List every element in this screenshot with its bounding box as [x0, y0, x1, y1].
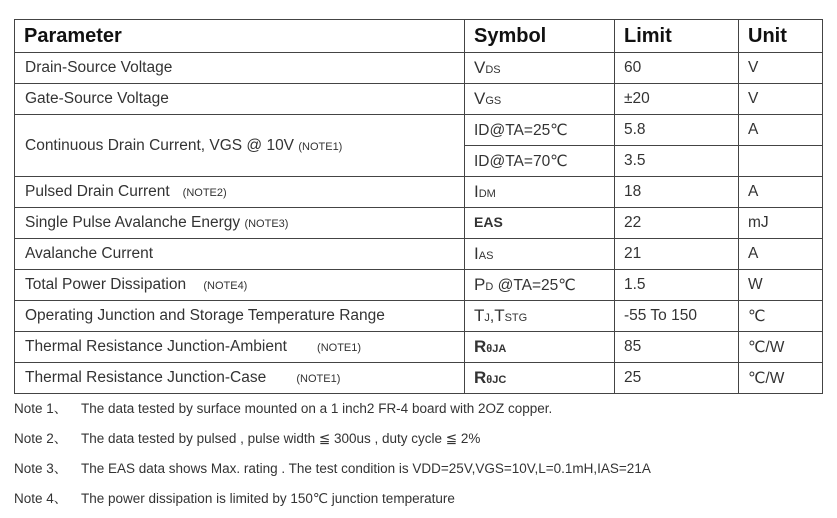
note-text: The EAS data shows Max. rating . The test condition is VDD=25V,VGS=10V,L=0.1mH,IAS=21A [81, 461, 651, 476]
limit-cell: ±20 [615, 84, 739, 115]
symbol-text-2: T [494, 306, 505, 325]
symbol-subscript: θJC [486, 374, 507, 386]
symbol-cell [465, 53, 615, 84]
table-row [15, 270, 823, 301]
parameter-cell [15, 239, 465, 270]
parameter-cell [15, 301, 465, 332]
limit-cell: 85 [615, 332, 739, 363]
symbol-cell [465, 301, 615, 332]
symbol-subscript: DM [478, 188, 496, 200]
unit-cell: V [739, 84, 823, 115]
table-row [15, 301, 823, 332]
note-4 [14, 488, 824, 518]
parameter-text: Total Power Dissipation [25, 276, 187, 293]
note-label: Note 3、 [14, 461, 68, 476]
limit-cell: -55 To 150 [615, 301, 739, 332]
parameter-text: Thermal Resistance Junction-Case [25, 369, 267, 386]
unit-cell [739, 146, 823, 177]
parameter-text: Drain-Source Voltage [25, 59, 173, 76]
note-label: Note 1、 [14, 401, 68, 416]
parameter-cell [15, 332, 465, 363]
parameter-note: (NOTE1) [296, 373, 341, 385]
table-row [15, 239, 823, 270]
absolute-ratings-table [14, 19, 823, 394]
unit-cell: mJ [739, 208, 823, 239]
limit-cell: 21 [615, 239, 739, 270]
header-limit: Limit [615, 20, 739, 53]
parameter-cell [15, 115, 465, 177]
symbol-text: V [474, 58, 486, 77]
limit-cell: 25 [615, 363, 739, 394]
table-row [15, 53, 823, 84]
limit-cell: 22 [615, 208, 739, 239]
parameter-text: Single Pulse Avalanche Energy [25, 214, 241, 231]
symbol-cell [465, 177, 615, 208]
parameter-cell [15, 53, 465, 84]
parameter-note: (NOTE3) [244, 218, 289, 230]
notes-section [14, 398, 824, 518]
note-2 [14, 428, 824, 458]
parameter-text: Continuous Drain Current, VGS @ 10V [25, 136, 295, 154]
table-row [15, 84, 823, 115]
parameter-cell [15, 363, 465, 394]
symbol-text: P [474, 275, 486, 294]
parameter-cell [15, 270, 465, 301]
symbol-subscript: AS [478, 250, 494, 262]
parameter-text: Avalanche Current [25, 245, 154, 262]
symbol-text: R [474, 337, 487, 356]
table-row [15, 332, 823, 363]
symbol-subscript: θJA [486, 343, 507, 355]
header-unit: Unit [739, 20, 823, 53]
symbol-cell: ID@TA=70℃ [465, 146, 615, 177]
limit-cell: 60 [615, 53, 739, 84]
note-text: The data tested by surface mounted on a 1 inch2 FR-4 board with 2OZ copper. [81, 401, 553, 416]
symbol-text: I [474, 244, 479, 263]
limit-cell: 5.8 [615, 115, 739, 146]
symbol-text: I [474, 182, 479, 201]
table-row [15, 115, 823, 146]
parameter-text: Thermal Resistance Junction-Ambient [25, 338, 287, 355]
symbol-cell: ID@TA=25℃ [465, 115, 615, 146]
symbol-cell [465, 270, 615, 301]
symbol-cell [465, 332, 615, 363]
symbol-cell [465, 363, 615, 394]
parameter-cell [15, 84, 465, 115]
note-3 [14, 458, 824, 488]
symbol-separator: , [489, 308, 495, 325]
parameter-text: Operating Junction and Storage Temperature Range [25, 307, 385, 324]
symbol-cell [465, 239, 615, 270]
unit-cell: W [739, 270, 823, 301]
parameter-note: (NOTE1) [298, 140, 343, 153]
symbol-subscript: J [484, 312, 490, 324]
symbol-cell [465, 208, 615, 239]
symbol-subscript: GS [485, 95, 502, 107]
table-row [15, 208, 823, 239]
parameter-text: Pulsed Drain Current [25, 183, 170, 200]
symbol-cell [465, 84, 615, 115]
symbol-condition: @TA=25℃ [493, 277, 576, 294]
note-text: The data tested by pulsed , pulse width ≦ 300us , duty cycle ≦ 2% [81, 431, 481, 446]
symbol-subscript: DS [485, 64, 501, 76]
unit-cell: A [739, 177, 823, 208]
header-parameter: Parameter [15, 20, 465, 53]
symbol-subscript: D [485, 281, 494, 293]
parameter-cell [15, 208, 465, 239]
note-label: Note 4、 [14, 491, 68, 506]
symbol-text: EAS [474, 214, 503, 230]
note-1 [14, 398, 824, 428]
symbol-text: R [474, 368, 487, 387]
note-label: Note 2、 [14, 431, 68, 446]
limit-cell: 3.5 [615, 146, 739, 177]
unit-cell: A [739, 115, 823, 146]
parameter-cell [15, 177, 465, 208]
note-text: The power dissipation is limited by 150℃ junction temperature [81, 491, 455, 506]
header-symbol: Symbol [465, 20, 615, 53]
limit-cell: 1.5 [615, 270, 739, 301]
parameter-text: Gate-Source Voltage [25, 90, 169, 107]
unit-cell: ℃ [739, 301, 823, 332]
symbol-text: V [474, 89, 486, 108]
table-row [15, 177, 823, 208]
symbol-subscript-2: STG [504, 312, 528, 324]
unit-cell: V [739, 53, 823, 84]
unit-cell: A [739, 239, 823, 270]
table-header-row [15, 20, 823, 53]
parameter-note: (NOTE1) [317, 342, 362, 354]
unit-cell: ℃/W [739, 363, 823, 394]
parameter-note: (NOTE4) [203, 280, 248, 292]
parameter-note: (NOTE2) [182, 187, 227, 199]
symbol-text: T [474, 306, 485, 325]
table-row [15, 363, 823, 394]
limit-cell: 18 [615, 177, 739, 208]
unit-cell: ℃/W [739, 332, 823, 363]
